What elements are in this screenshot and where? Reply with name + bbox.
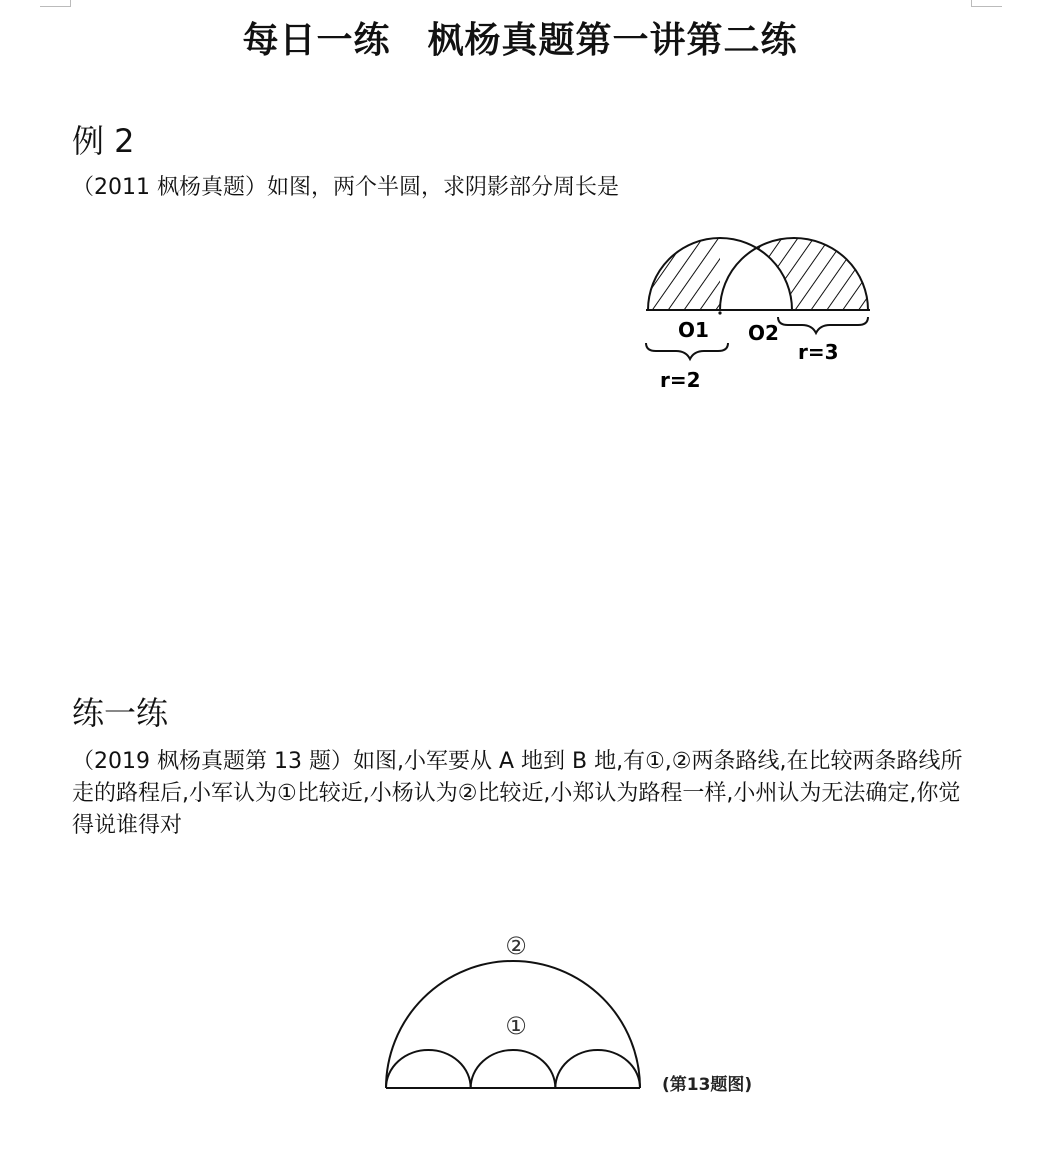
practice-heading: 练一练: [72, 694, 169, 732]
page-corner-mark-right: [971, 0, 1002, 7]
page-title: 每日一练 枫杨真题第一讲第二练: [242, 19, 798, 61]
brace-small-radius: [646, 343, 728, 359]
two-semicircles-figure: [630, 205, 880, 399]
label-o2: O2: [748, 321, 779, 345]
label-route-2: ②: [505, 932, 527, 960]
example-problem-text: （2011 枫杨真题）如图，两个半圆，求阴影部分周长是: [72, 175, 619, 200]
figure-caption: (第13题图): [662, 1075, 753, 1095]
practice-problem-text: （2019 枫杨真题第 13 题）如图,小军要从 A 地到 B 地,有①,②两条路线,在比较两条路线所走的路程后,小军认为①比较近,小杨认为②比较近,小郑认为路程一样,小州认为无法确定,你觉得说谁得对: [72, 749, 963, 838]
label-o1: O1: [678, 318, 709, 342]
example-heading: 例 2: [72, 122, 135, 160]
route-1-arc-middle: [471, 1050, 556, 1088]
brace-large-radius: [778, 317, 868, 333]
label-r-large: r=3: [798, 340, 839, 364]
center-point-o1: [718, 311, 721, 314]
label-route-1: ①: [505, 1012, 527, 1040]
label-r-small: r=2: [660, 368, 701, 392]
route-semicircles-figure: [370, 920, 780, 1104]
route-1-arc-right: [555, 1050, 640, 1088]
route-1-arc-left: [386, 1050, 471, 1088]
page-corner-mark-left: [40, 0, 71, 7]
